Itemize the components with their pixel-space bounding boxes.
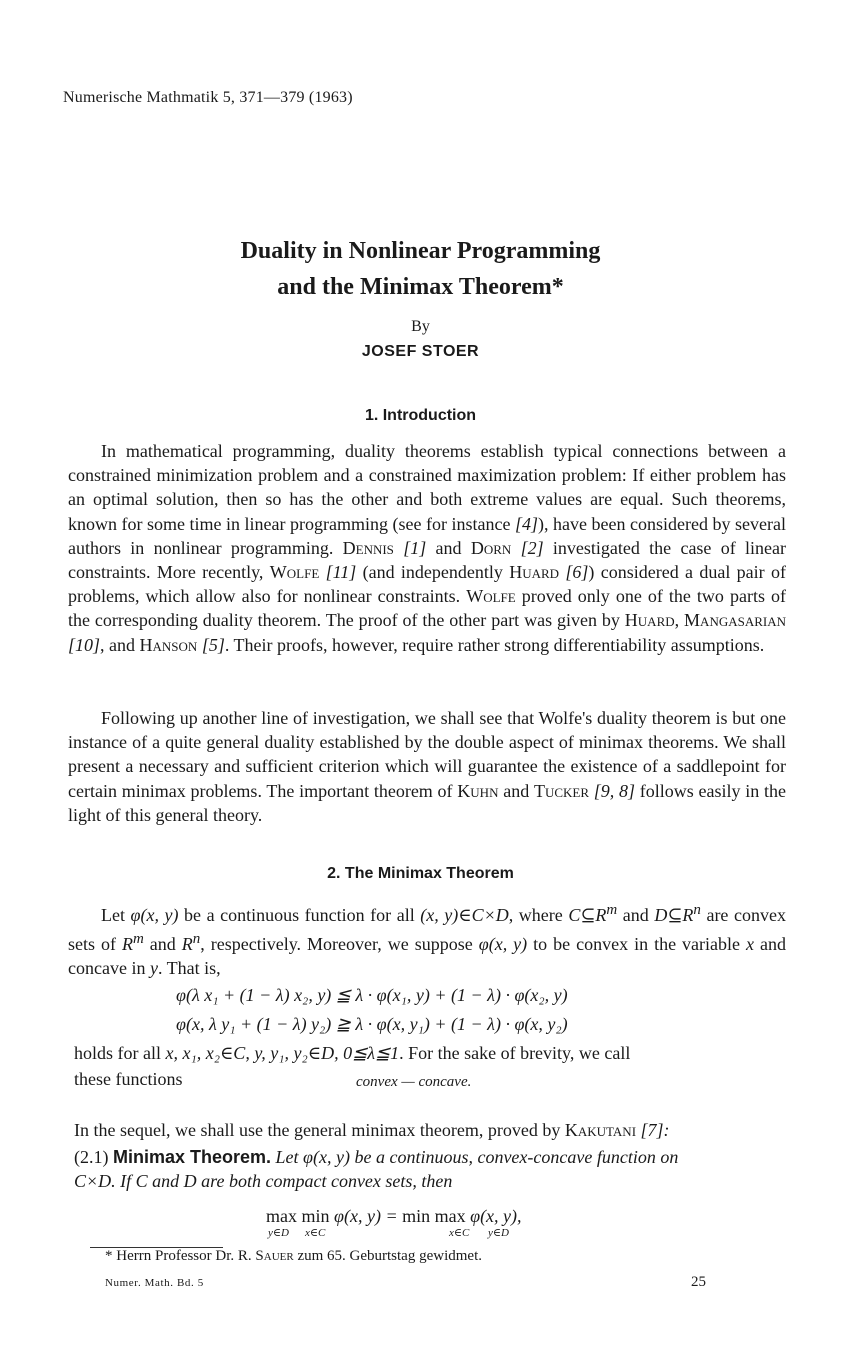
text: , — [674, 610, 685, 631]
author-text: JOSEF STOER — [361, 343, 480, 360]
math: φ(x, y), — [470, 1206, 522, 1226]
math: (x, y)∈C×D — [420, 905, 509, 925]
math-sup: n — [693, 902, 701, 918]
citation-ref: [5] — [197, 634, 225, 655]
math: φ(x, y) = — [334, 1206, 403, 1226]
citation-ref: [4] — [515, 513, 539, 534]
math: D⊆R — [654, 905, 694, 925]
citation-ref: [6] — [559, 562, 589, 583]
math: φ(x, y) — [130, 905, 179, 925]
text: and — [143, 934, 182, 954]
equation-convexity: φ(λ x₁ + (1 − λ) x₂, y) ≦ λ · φ(x₁, y) + (1 − λ) · φ(x₂, y) — [176, 985, 568, 1005]
text: ), have been considered by several authors in nonlinear programming. — [68, 513, 787, 558]
max-operator: max — [434, 1206, 466, 1226]
author-ref: Huard — [624, 610, 675, 631]
math: C⊆R — [568, 905, 607, 925]
paper-title-line-2: and the Minimax Theorem* — [277, 274, 564, 300]
author-ref: Wolfe — [269, 562, 320, 583]
page-number: 25 — [691, 1274, 706, 1290]
author-ref: Dennis — [342, 537, 394, 558]
math-sup: m — [132, 931, 144, 947]
equation-concavity: φ(x, λ y₁ + (1 − λ) y₂) ≧ λ · φ(x, y₁) + (1 − λ) · φ(x, y₂) — [176, 1014, 568, 1034]
math-sup: n — [192, 931, 201, 947]
text: . That is, — [157, 958, 221, 978]
theorem-statement-line-2: C×D. If C and D are both compact convex sets, then — [74, 1171, 453, 1191]
text: , respectively. Moreover, we suppose — [200, 934, 479, 954]
text: investigated the case of linear constraints. More recently, — [68, 537, 786, 583]
citation-ref: [11] — [319, 562, 357, 583]
text: In mathematical programming, duality theorems establish typical connections between a constrained minimization problem and a constrained maximization problem: If either problem has an optimal solution, then so has the other and both extreme values are equal. Such theorems, known for some time in linear programming (see for instance — [68, 441, 786, 534]
math: φ(x, y) — [478, 934, 528, 954]
author-name — [0, 343, 841, 361]
citation-ref: [10] — [68, 634, 101, 655]
math-sup: m — [606, 902, 618, 918]
math: x — [746, 934, 754, 954]
math: y — [149, 958, 158, 978]
citation-ref: [9, 8] — [589, 780, 636, 801]
text: , and — [100, 634, 140, 655]
holds-line — [74, 1043, 792, 1064]
author-ref: Tucker — [533, 780, 590, 801]
text: ) considered a dual pair of problems, which allow also for nonlinear constraints. — [68, 562, 786, 607]
author-ref: Huard — [509, 562, 560, 583]
theorem-statement-line-1 — [74, 1147, 678, 1168]
author-ref: Kuhn — [457, 780, 499, 801]
minimax-equation — [266, 1206, 522, 1227]
paper-title-line-1: Duality in Nonlinear Programming — [240, 238, 601, 264]
intro-paragraph-2 — [68, 706, 786, 827]
footnote — [105, 1248, 482, 1265]
author-ref: Kakutani — [564, 1120, 637, 1140]
text: * Herrn Professor Dr. R. — [105, 1248, 256, 1264]
author-ref: Mangasarian — [684, 610, 786, 631]
math: R — [181, 934, 193, 954]
text: and — [498, 780, 534, 801]
author-ref: Wolfe — [466, 586, 516, 607]
text: . For the sake of brevity, we call — [399, 1043, 631, 1063]
section-heading-minimax: 2. The Minimax Theorem — [327, 865, 514, 882]
text: to be convex in the variable — [527, 934, 746, 954]
text: proved only one of the two parts of the corresponding duality theorem. The proof of the other part was given by — [68, 586, 786, 631]
citation-ref: [1] — [393, 537, 427, 558]
byline: By — [411, 318, 430, 335]
text: . Their proofs, however, require rather strong differentiability assumptions. — [224, 634, 765, 655]
subscript-xc: x∈C — [305, 1227, 326, 1239]
text: are convex sets of — [68, 905, 786, 954]
text: holds for all — [74, 1043, 166, 1063]
author-ref: Dorn — [470, 537, 512, 558]
text: (and independently — [356, 562, 510, 583]
journal-volume: Numer. Math. Bd. 5 — [105, 1277, 204, 1289]
math: x, x₁, x₂∈C, y, y₁, y₂∈D, 0≦λ≦1 — [165, 1043, 400, 1063]
text: Let — [101, 905, 131, 925]
text: and — [426, 537, 471, 558]
subscript-yd-2: y∈D — [488, 1227, 509, 1239]
text: zum 65. Geburtstag gewidmet. — [293, 1248, 482, 1264]
min-operator: min — [402, 1206, 431, 1226]
text: be a continuous function for all — [178, 905, 421, 925]
journal-citation: Numerische Mathmatik 5, 371—379 (1963) — [63, 89, 353, 106]
max-operator: max — [266, 1206, 297, 1226]
sequel-line — [74, 1120, 792, 1141]
theorem-number: (2.1) — [74, 1147, 113, 1167]
author-ref: Sauer — [255, 1248, 294, 1264]
convex-concave-term: convex — concave. — [356, 1074, 472, 1090]
text: Following up another line of investigation, we shall see that Wolfe's duality theorem is but one instance of a quite general duality established by the double aspect of minimax theorems. We shall present a necessary and sufficient criterion which will guarantee the existence of a saddlepoint for certain minimax problems. The important theorem of — [68, 708, 786, 801]
author-ref: Hanson — [139, 634, 198, 655]
intro-paragraph-1 — [68, 439, 786, 657]
min-operator: min — [301, 1206, 330, 1226]
text: and concave in — [68, 934, 786, 978]
math: R — [121, 934, 133, 954]
text: , where — [508, 905, 569, 925]
minimax-paragraph-1 — [68, 898, 786, 980]
section-heading-introduction: 1. Introduction — [364, 407, 477, 424]
text: In the sequel, we shall use the general minimax theorem, proved by — [74, 1120, 565, 1140]
theorem-text: Let φ(x, y) be a continuous, convex-concave function on — [271, 1147, 679, 1167]
text: follows easily in the light of this general theory. — [68, 780, 786, 825]
citation-ref: [7]: — [636, 1120, 670, 1140]
theorem-label: Minimax Theorem. — [113, 1147, 272, 1167]
citation-ref: [2] — [511, 537, 544, 558]
these-functions-line: these functions — [74, 1069, 183, 1089]
subscript-yd: y∈D — [268, 1227, 289, 1239]
subscript-xc-2: x∈C — [449, 1227, 470, 1239]
text: and — [617, 905, 655, 925]
